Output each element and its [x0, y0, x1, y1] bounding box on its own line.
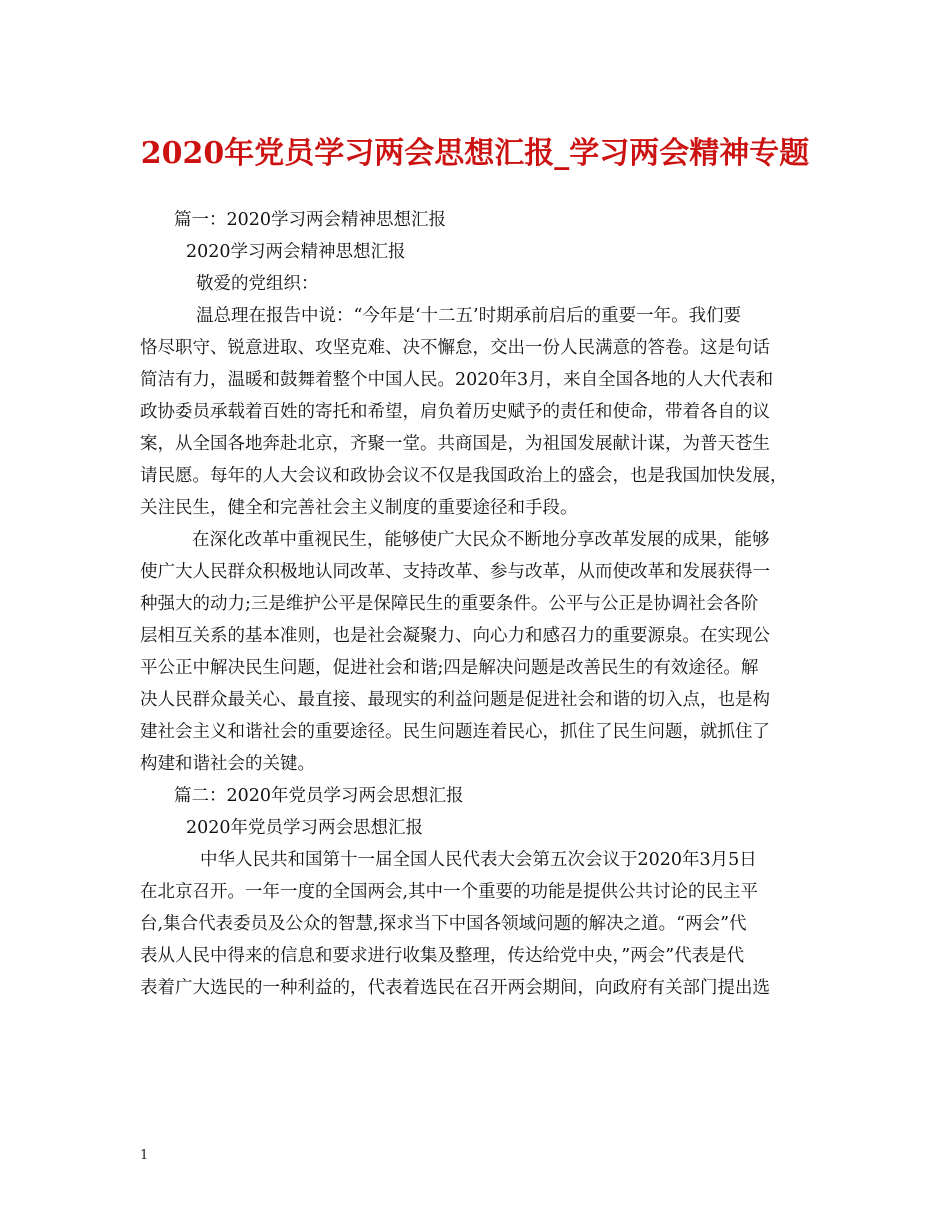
text-line: 关注民生，健全和完善社会主义制度的重要途径和手段。: [140, 498, 578, 518]
text-line: 2020学习两会精神思想汇报: [186, 242, 406, 262]
text-line: 平公正中解决民生问题，促进社会和谐;四是解决问题是改善民生的有效途径。解: [140, 658, 759, 678]
text-line: 篇一：2020学习两会精神思想汇报: [174, 210, 447, 230]
text-line: 政协委员承载着百姓的寄托和希望，肩负着历史赋予的责任和使命，带着各自的议: [140, 402, 770, 422]
text-line: 2020年党员学习两会思想汇报: [186, 818, 424, 838]
text-line: 层相互关系的基本准则，也是社会凝聚力、向心力和感召力的重要源泉。在实现公: [140, 626, 770, 646]
text-line: 种强大的动力;三是维护公平是保障民生的重要条件。公平与公正是协调社会各阶: [140, 594, 759, 614]
text-line: 温总理在报告中说：“今年是‘十二五’时期承前启后的重要一年。我们要: [196, 306, 742, 326]
page-number: 1: [140, 1148, 149, 1163]
text-line: 在深化改革中重视民生，能够使广大民众不断地分享改革发展的成果，能够: [192, 530, 770, 550]
text-line: 案，从全国各地奔赴北京，齐聚一堂。共商国是，为祖国发展献计谋，为普天苍生: [140, 434, 770, 454]
text-line: 建社会主义和谐社会的重要途径。民生问题连着民心，抓住了民生问题，就抓住了: [140, 722, 770, 742]
text-line: 敬爱的党组织：: [196, 274, 319, 294]
text-line: 使广大人民群众积极地认同改革、支持改革、参与改革，从而使改革和发展获得一: [140, 562, 770, 582]
page-title: 2020年党员学习两会思想汇报_学习两会精神专题: [140, 136, 810, 171]
text-line: 恪尽职守、锐意进取、攻坚克难、决不懈怠，交出一份人民满意的答卷。这是句话: [140, 338, 770, 358]
text-line: 篇二：2020年党员学习两会思想汇报: [174, 786, 464, 806]
text-line: 台,集合代表委员及公众的智慧,探求当下中国各领域问题的解决之道。“两会”代: [140, 914, 747, 934]
text-line: 构建和谐社会的关键。: [140, 754, 315, 774]
text-line: 简洁有力，温暖和鼓舞着整个中国人民。2020年3月，来自全国各地的人大代表和: [140, 370, 774, 390]
text-line: 请民愿。每年的人大会议和政协会议不仅是我国政治上的盛会，也是我国加快发展，: [140, 466, 788, 486]
text-line: 表着广大选民的一种利益的，代表着选民在召开两会期间，向政府有关部门提出选: [140, 978, 770, 998]
document-body: [140, 204, 830, 1004]
text-line: 中华人民共和国第十一届全国人民代表大会第五次会议于2020年3月5日: [200, 850, 757, 870]
text-line: 表从人民中得来的信息和要求进行收集及整理，传达给党中央，”两会”代表是代: [140, 946, 745, 966]
text-line: 决人民群众最关心、最直接、最现实的利益问题是促进社会和谐的切入点，也是构: [140, 690, 770, 710]
text-line: 在北京召开。一年一度的全国两会,其中一个重要的功能是提供公共讨论的民主平: [140, 882, 759, 902]
